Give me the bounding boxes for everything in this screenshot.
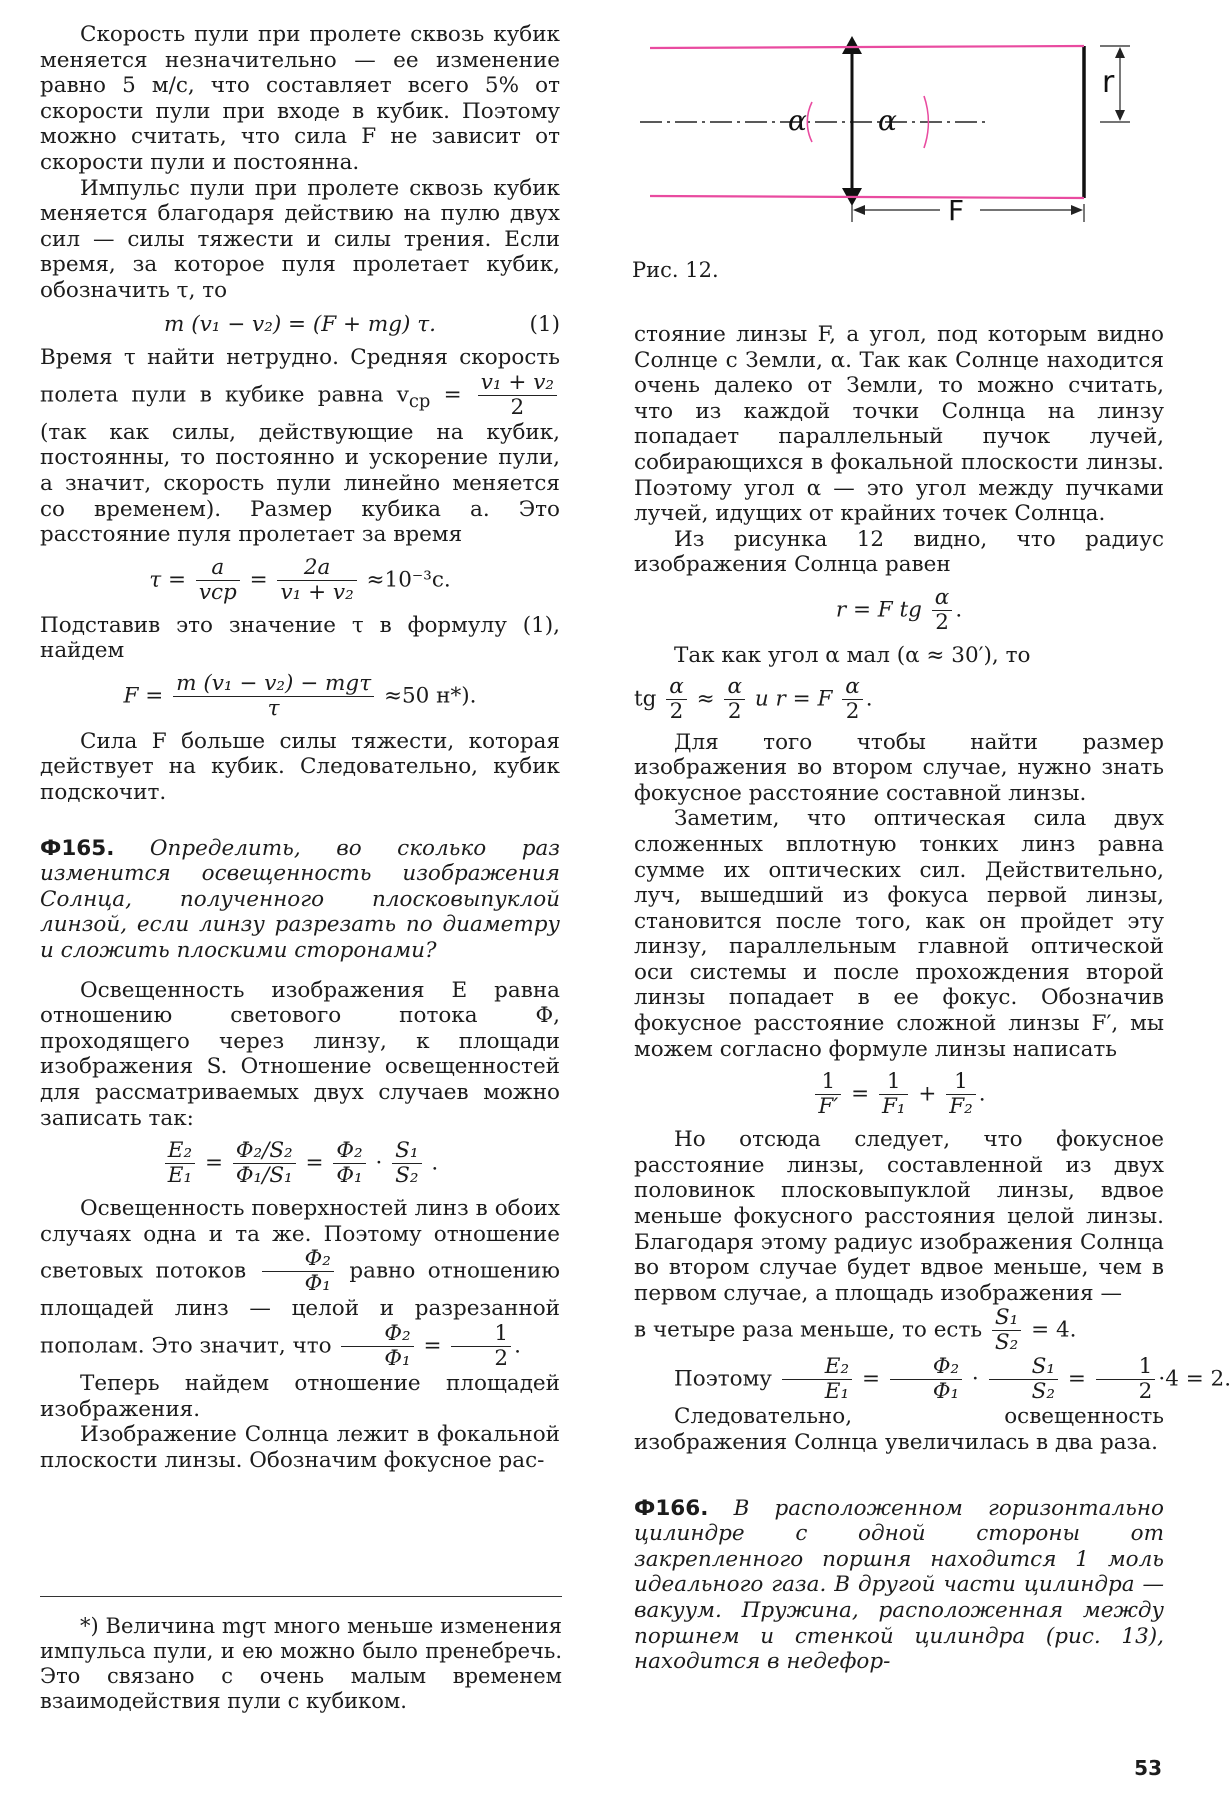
F-label: F	[948, 194, 965, 227]
paragraph: Но отсюда следует, что фокусное расстояние линзы, составленной из двух половинок плосковыпуклой линзы, вдвое меньше фокусного расстояния целой линзы. Благодаря этому радиус изображения Солнца во втором случае будет вдвое меньше, чем в первом случае, а площадь изображения —	[634, 1127, 1164, 1306]
alpha-label-right: α	[878, 104, 897, 137]
paragraph: Подставив это значение τ в формулу (1), найдем	[40, 612, 560, 664]
equation-number: (1)	[529, 311, 560, 337]
r-label: r	[1102, 65, 1115, 100]
problem-165	[40, 836, 560, 964]
paragraph: стояние линзы F, а угол, под которым видно Солнце с Земли, α. Так как Солнце находится очень далеко от Земли, то можно считать, что из каждой точки Солнца на линзу попадает параллельный пучок лучей, собирающихся в фокальной плоскости линзы. Поэтому угол α — это угол между пучками лучей, идущих от крайних точек Солнца.	[634, 322, 1164, 527]
paragraph: Так как угол α мал (α ≈ 30′), то	[674, 642, 1031, 668]
equation-2: τ = $\frac{a}{\text{vср}}$ = $\frac{2a}{\text{v₁ + v₂}}$ ≈10⁻³с.	[149, 554, 451, 605]
lens-arrow-top	[842, 36, 862, 54]
paragraph: Теперь найдем отношение площадей изображения.	[40, 1370, 560, 1422]
paragraph: Сила F больше силы тяжести, которая действует на кубик. Следовательно, кубик подскочит.	[40, 728, 560, 806]
paragraph: Следовательно, освещенность изображения Солнца увеличилась в два раза.	[634, 1404, 1164, 1455]
paragraph: Время τ найти нетрудно. Средняя скорость полета пули в кубике равна $v_{ср}$ = $\frac{\text{v₁ + v₂}}{2}$ (так как силы, действующие на кубик, постоянны, то постоянно и ускорение пули, а значит, скорость пули линейно меняется со временем). Размер кубика a. Это расстояние пуля пролетает за время	[40, 345, 560, 548]
paragraph: Изображение Солнца лежит в фокальной плоскости линзы. Обозначим фокусное рас-	[40, 1422, 560, 1473]
equation-r: r = F tg $\frac{\alpha}{2}$ .	[835, 584, 963, 635]
paragraph: Поэтому $\frac{\text{E₂}}{\text{E₁}}$ = $\frac{\text{Φ₂}}{\text{Φ₁}}$ · $\frac{\text{S₁}}{\text{S₂}}$ = $\frac{1}{2}$ ·4 = 2.	[674, 1354, 1231, 1405]
r-arrow-bottom	[1115, 110, 1125, 121]
equation-1: m (v₁ − v₂) = (F + mg) τ. (1)	[164, 311, 560, 337]
ray-lower	[650, 196, 1084, 198]
figure-caption: Рис. 12.	[632, 258, 719, 282]
page-number: 53	[1134, 1756, 1162, 1780]
left-column	[40, 22, 560, 1473]
paragraph: Для того чтобы найти размер изображения во втором случае, нужно знать фокусное расстояние составной линзы.	[634, 729, 1164, 806]
right-column	[634, 322, 1231, 1675]
fraction: $\frac{\text{v₁ + v₂}}{2}$	[478, 371, 557, 420]
problem-label: Ф166.	[634, 1495, 709, 1521]
equation-3: F = $\frac{\text{m (v₁ − v₂) − mgτ}}{\tau}$ ≈50 н*).	[123, 670, 477, 721]
alpha-label-left: α	[788, 104, 807, 137]
paragraph: Освещенность изображения E равна отношению светового потока Φ, проходящего через линзу, к площади изображения S. Отношение освещенностей для рассматриваемых двух случаев можно записать так:	[40, 977, 560, 1131]
problem-label: Ф165.	[40, 835, 115, 861]
ray-upper	[650, 46, 1084, 48]
paragraph: в четыре раза меньше, то есть $\frac{\text{S₁}}{\text{S₂}}$ = 4.	[634, 1305, 1077, 1356]
problem-statement: Определить, во сколько раз изменится освещенность изображения Солнца, полученного плосковыпуклой линзой, если линзу разрезать по диаметру и сложить плоскими сторонами?	[40, 835, 561, 964]
r-arrow-top	[1115, 47, 1125, 58]
figure-12-lens-diagram	[630, 28, 1150, 288]
problem-166	[634, 1496, 1164, 1675]
F-arrow-right	[1071, 205, 1083, 215]
problem-statement: В расположенном горизонтально цилиндре с одной стороны от закрепленного поршня находится 1 моль идеального газа. В другой части цилиндра — вакуум. Пружина, расположенная между поршнем и стенкой цилиндра (рис. 13), находится в недефор-	[634, 1495, 1164, 1675]
paragraph: Скорость пули при пролете сквозь кубик меняется незначительно — ее изменение равно 5 м/с, что составляет всего 5% от скорости пули при входе в кубик. Поэтому можно считать, что сила F не зависит от скорости пули и постоянна.	[40, 22, 560, 175]
equation-lens: $\frac{1}{F'}$ = $\frac{1}{\text{F₁}}$ + $\frac{1}{\text{F₂}}$ .	[634, 1070, 1164, 1119]
paragraph: Импульс пули при пролете сквозь кубик меняется благодаря действию на пулю двух сил — силы тяжести и силы трения. Если время, за которое пуля пролетает кубик, обозначить τ, то	[40, 175, 560, 303]
equation-4: $\frac{\text{E₂}}{\text{E₁}}$ = $\frac{\text{Φ₂/S₂}}{\text{Φ₁/S₁}}$ = $\frac{\text{Φ₂}}{\text{Φ₁}}$ · $\frac{\text{S₁}}{\text{S₂}}$ .	[40, 1139, 560, 1188]
paragraph: Заметим, что оптическая сила двух сложенных вплотную тонких линз равна сумме их оптических сил. Действительно, луч, вышедший из фокуса первой линзы, становится после того, как он пройдет эту линзу, параллельным главной оптической оси системы и после прохождения второй линзы попадает в ее фокус. Обозначив фокусное расстояние сложной линзы F′, мы можем согласно формуле линзы написать	[634, 806, 1164, 1062]
paragraph: Освещенность поверхностей линз в обоих случаях одна и та же. Поэтому отношение световых потоков $\frac{\text{Φ₂}}{\text{Φ₁}}$ равно отношению площадей линз — целой и разрезанной пополам. Это значит, что $\frac{\text{Φ₂}}{\text{Φ₁}}$ = $\frac{1}{2}$ .	[40, 1196, 560, 1371]
footnote: *) Величина mgτ много меньше изменения импульса пули, и ею можно было пренебречь. Это связано с очень малым временем взаимодействия пули с кубиком.	[40, 1614, 562, 1713]
footnote-rule	[40, 1596, 562, 1597]
equation-tg: tg $\frac{\alpha}{2}$ ≈ $\frac{\alpha}{2}$ и r = F $\frac{\alpha}{2}$ .	[634, 673, 873, 724]
paragraph: Из рисунка 12 видно, что радиус изображения Солнца равен	[634, 526, 1164, 578]
F-arrow-left	[853, 205, 865, 215]
